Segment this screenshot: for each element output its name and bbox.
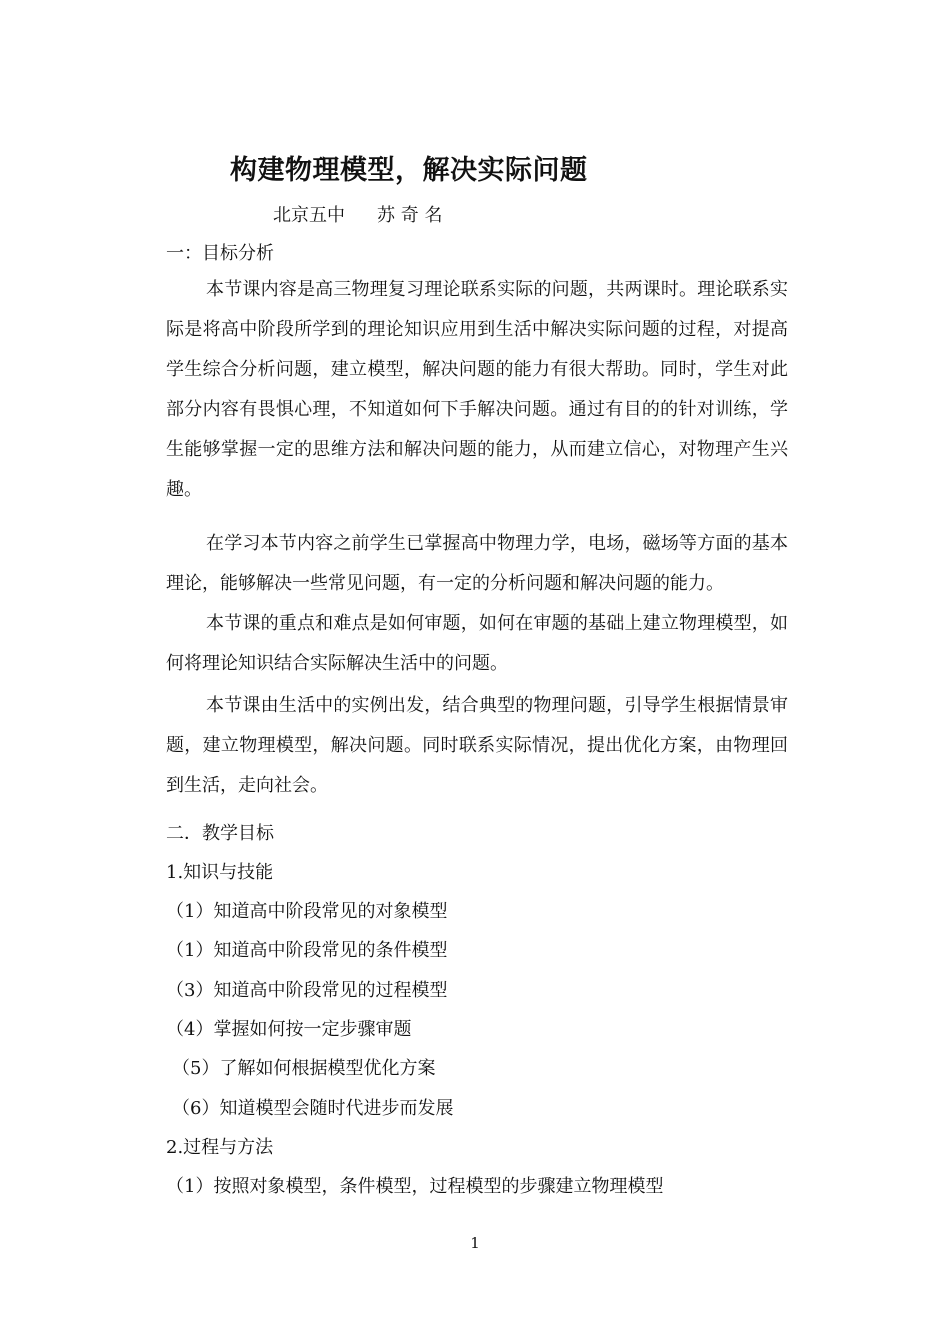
paragraph-4: 本节课由生活中的实例出发，结合典型的物理问题，引导学生根据情景审题，建立物理模型，解决问题。同时联系实际情况，提出优化方案，由物理回到生活，走向社会。 — [166, 695, 788, 796]
author-school: 北京五中 — [273, 205, 345, 226]
paragraph-1: 本节课内容是高三物理复习理论联系实际的问题，共两课时。理论联系实际是将高中阶段所学到的理论知识应用到生活中解决实际问题的过程，对提高学生综合分析问题，建立模型，解决问题的能力有很大帮助。同时，学生对此部分内容有畏惧心理，不知道如何下手解决问题。通过有目的的针对训练，学生能够掌握一定的思维方法和解决问题的能力，从而建立信心，对物理产生兴趣。 — [166, 279, 788, 500]
subheading-knowledge-skills: 1.知识与技能 — [166, 862, 274, 883]
list-item: （6）知道模型会随时代进步而发展 — [172, 1098, 454, 1119]
list-item: （1）按照对象模型，条件模型，过程模型的步骤建立物理模型 — [166, 1176, 664, 1197]
document-title: 构建物理模型，解决实际问题 — [230, 155, 588, 186]
paragraph-3: 本节课的重点和难点是如何审题，如何在审题的基础上建立物理模型，如何将理论知识结合实际解决生活中的问题。 — [166, 613, 788, 674]
subheading-process-methods: 2.过程与方法 — [166, 1137, 274, 1158]
section-heading-goal-analysis: 一：目标分析 — [166, 243, 274, 264]
list-item: （3）知道高中阶段常见的过程模型 — [166, 980, 448, 1001]
list-item: （1）知道高中阶段常见的条件模型 — [166, 940, 448, 961]
author-name: 苏 奇 名 — [377, 205, 443, 226]
author-line — [273, 201, 442, 227]
list-item: （5）了解如何根据模型优化方案 — [172, 1058, 436, 1079]
list-item: （1）知道高中阶段常见的对象模型 — [166, 901, 448, 922]
list-item: （4）掌握如何按一定步骤审题 — [166, 1019, 412, 1040]
section-heading-teaching-goals: 二．教学目标 — [166, 823, 274, 844]
paragraph-2: 在学习本节内容之前学生已掌握高中物理力学，电场，磁场等方面的基本理论，能够解决一些常见问题，有一定的分析问题和解决问题的能力。 — [166, 533, 788, 594]
page-number: 1 — [470, 1234, 480, 1252]
